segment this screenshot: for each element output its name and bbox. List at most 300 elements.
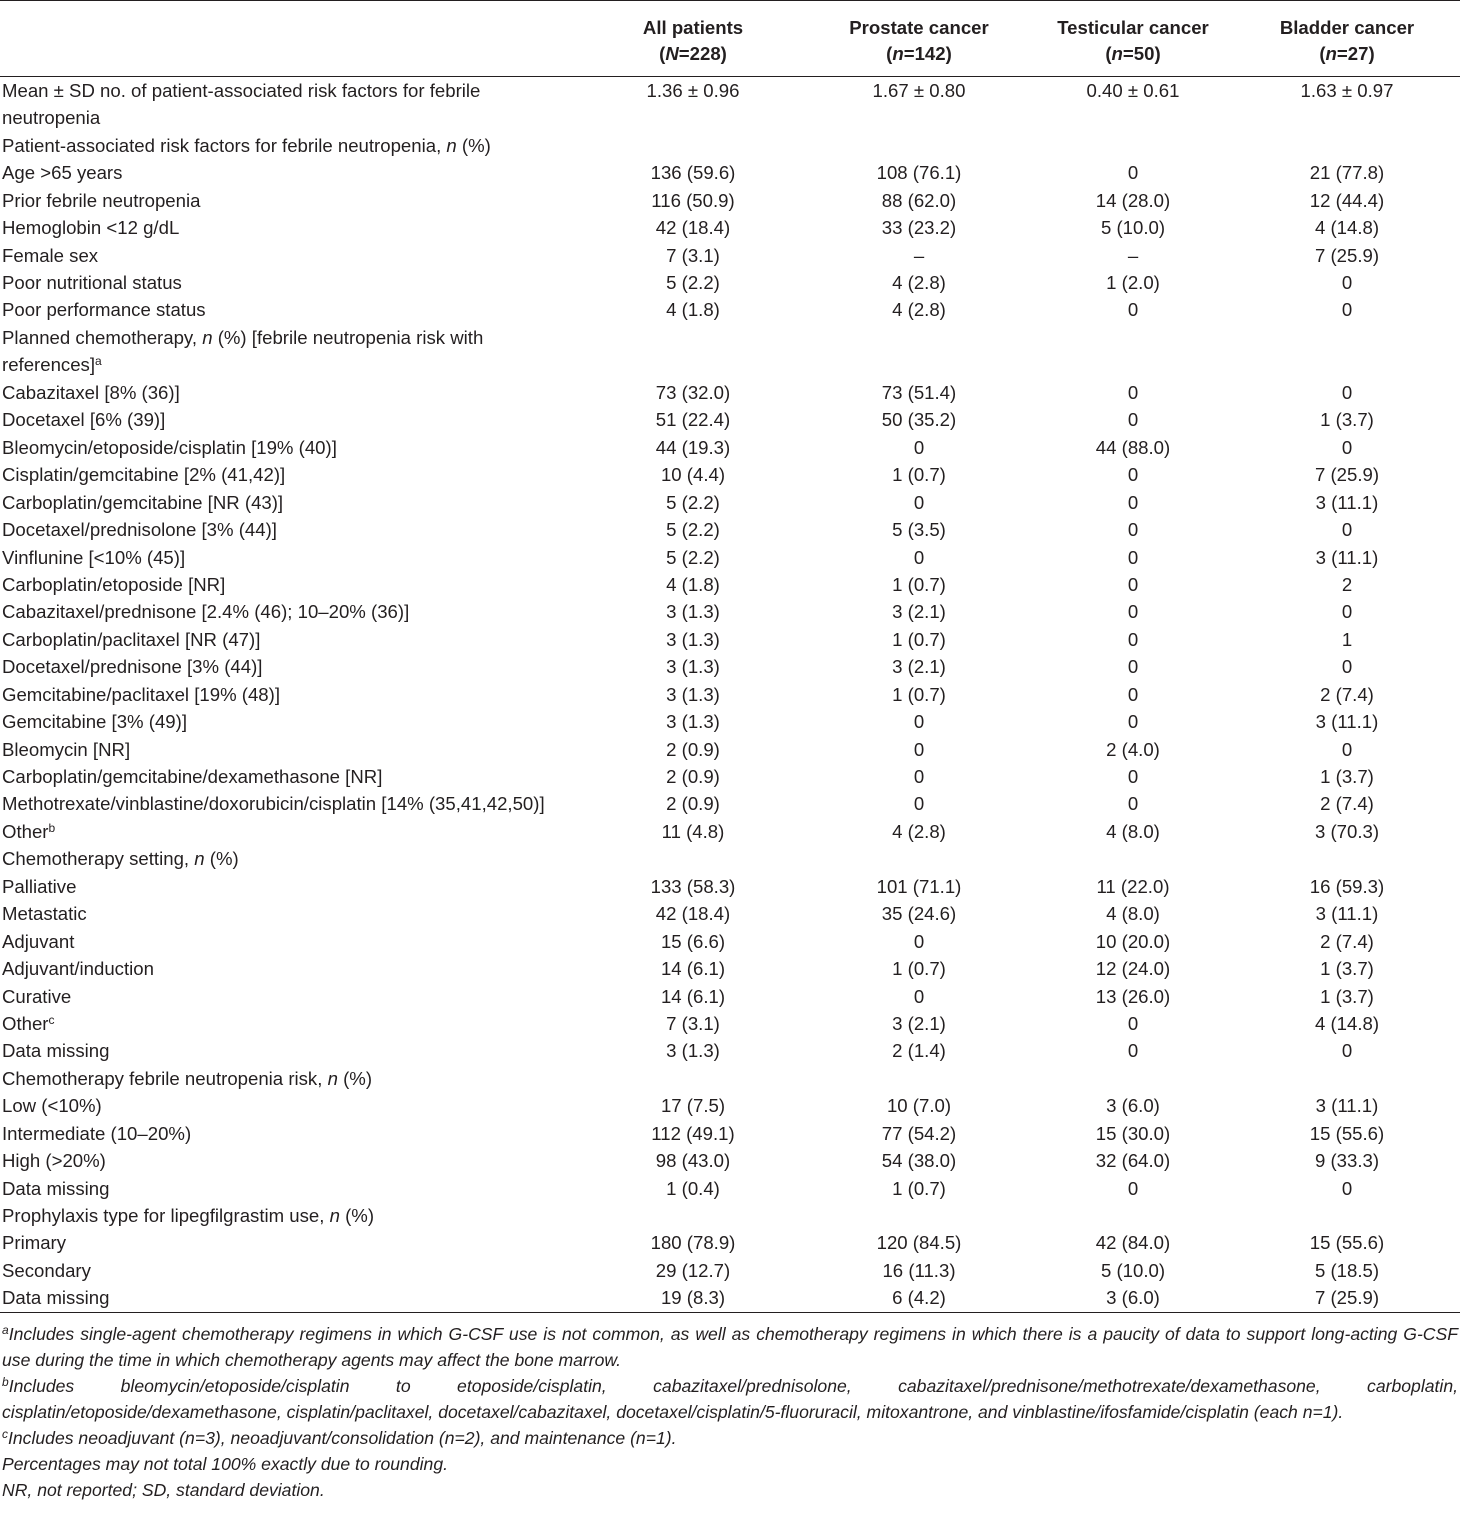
cell-value: 11 (4.8) [661,820,725,842]
cell-value: 3 (11.1) [1315,711,1379,733]
cell-value: 1 (2.0) [1106,272,1160,293]
row-label-text: Adjuvant/induction [2,958,154,980]
cell-value: 3 (1.3) [666,628,720,650]
count-open: ( [1319,43,1326,64]
row-label [0,1120,580,1147]
column-count [1036,41,1230,67]
cell-value: 19 (8.3) [660,1287,726,1309]
row-label-text: Other [2,1012,49,1034]
row-label [0,269,580,296]
footnote-text: Includes neoadjuvant (n=3), neoadjuvant/consolidation (n=2), and maintenance (n=1). [8,1427,677,1448]
row-label [0,1037,580,1064]
row-label [0,763,580,790]
cell-value: 3 (11.1) [1315,1095,1379,1117]
cell-value: 0 [1127,766,1139,787]
row-label-text: Low (<10%) [2,1095,102,1117]
table-row [0,379,1460,406]
count-open: ( [886,43,893,64]
cell-value: 0 [1341,601,1353,623]
column-header [1234,1,1460,77]
cell-value: 1 (3.7) [1320,766,1374,787]
row-label-text: Other [2,820,49,842]
cell-value: 3 (1.3) [666,1040,720,1062]
row-label [0,708,580,735]
cell-value: 1 (3.7) [1320,409,1374,431]
row-label-text: Age >65 years [2,162,123,184]
cell-value: 4 (2.8) [892,272,946,293]
row-label-text: Secondary [2,1259,91,1281]
cell-value [580,1202,806,1229]
cell-value: 0 [1127,683,1139,705]
cell-value [1032,1202,1234,1229]
column-count [810,41,1028,67]
row-label [0,379,580,406]
cell-value: 3 (1.3) [666,656,720,678]
cell-value: 7 (3.1) [666,244,720,266]
cell-value: 3 (1.3) [666,601,720,623]
cell-value: 98 (43.0) [655,1150,731,1172]
cell-value: 2 (4.0) [1106,738,1160,760]
cell-value: 50 (35.2) [881,409,957,431]
cell-value: 15 (55.6) [1309,1122,1385,1144]
cell-value: 1 (0.7) [892,464,946,486]
row-label-text: Hemoglobin <12 g/dL [2,217,180,239]
cell-value: 101 (71.1) [876,875,962,897]
table-row [0,681,1460,708]
row-label [0,406,580,433]
footnote-text: Includes bleomycin/etoposide/cisplatin to etoposide/cisplatin, cabazitaxel/prednisolone, cabazitaxel/prednisone/methotrexate/dexamethasone, carboplatin, cisplatin/etoposide/dexamethasone, cisplatin/paclitaxel, docetaxel/cabazitaxel, docetaxel/cisplatin/5-fluoruracil, mitoxantrone, and vinblastine/ifosfamide/cisplatin (each n=1). [2,1375,1458,1422]
row-label-italic: n [194,848,205,870]
cell-value: 1.67 ± 0.80 [872,80,966,101]
row-label-text: High (>20%) [2,1150,106,1172]
table-row [0,187,1460,214]
cell-value [1234,132,1460,159]
header-row [0,1,1460,77]
cell-value: 2 (0.9) [666,738,720,760]
cell-value: 44 (19.3) [655,436,731,458]
cell-value: 5 (2.2) [666,519,720,541]
row-label [0,928,580,955]
cell-value: 0.40 ± 0.61 [1086,80,1180,101]
cell-value: 120 (84.5) [876,1232,962,1254]
cell-value: 1 (0.4) [666,1177,720,1199]
cell-value: 3 (6.0) [1106,1095,1160,1117]
cell-value: 1 (0.7) [892,683,946,705]
row-label-text: Gemcitabine/paclitaxel [19% (48)] [2,683,281,705]
cell-value: 42 (18.4) [655,217,731,239]
row-label-italic: n [202,326,213,348]
cell-value: 133 (58.3) [650,875,736,897]
cell-value: 0 [1127,656,1139,678]
cell-value: 0 [1341,1040,1353,1062]
cell-value [1234,845,1460,872]
cell-value: 5 (18.5) [1314,1259,1380,1281]
column-title: Prostate cancer [849,17,989,38]
row-label-text: Bleomycin [NR] [2,738,131,760]
cell-value: 0 [913,546,925,568]
cell-value [1234,324,1460,379]
cell-value: 10 (7.0) [886,1095,952,1117]
cell-value: 4 (8.0) [1106,903,1160,925]
cell-value [1032,324,1234,379]
row-label-text: Chemotherapy febrile neutropenia risk, [2,1067,328,1089]
column-title: Testicular cancer [1057,17,1209,38]
row-label [0,516,580,543]
cell-value: 3 (11.1) [1315,546,1379,568]
cell-value: 17 (7.5) [660,1095,726,1117]
row-label-italic: n [329,1205,340,1226]
cell-value: 3 (1.3) [666,683,720,705]
cell-value: 29 (12.7) [655,1259,731,1281]
cell-value: 0 [1341,1177,1353,1199]
footnote-text: Includes single-agent chemotherapy regimens in which G-CSF use is not common, as well as chemotherapy regimens in which there is a paucity of data to support long-acting G-CSF use during the time in which chemotherapy agents may affect the bone marrow. [2,1323,1458,1370]
cell-value: 1.36 ± 0.96 [646,80,740,101]
table-row [0,434,1460,461]
footnote-text: Percentages may not total 100% exactly due to rounding. [2,1453,448,1474]
table-row [0,1037,1460,1064]
row-label [0,626,580,653]
cell-value: 42 (84.0) [1095,1232,1171,1254]
cell-value: 77 (54.2) [881,1122,957,1144]
footnote-marker: a [95,354,102,369]
cell-value: 51 (22.4) [655,409,731,431]
cell-value: – [1127,244,1139,266]
row-label-tail: (%) [456,134,491,156]
cell-value: 7 (25.9) [1314,1287,1380,1309]
table-row [0,1202,1460,1229]
row-label-text: Chemotherapy setting, [2,848,195,870]
cell-value: 4 (2.8) [892,820,946,842]
table-row [0,1284,1460,1312]
row-label-text: Female sex [2,244,99,266]
cell-value: 0 [913,930,925,952]
cell-value [1032,132,1234,159]
footnote-marker: a [2,1322,9,1337]
cell-value: 0 [1127,711,1139,733]
cell-value: 2 (0.9) [666,766,720,787]
cell-value: 12 (24.0) [1095,958,1171,980]
row-label-text: Cabazitaxel/prednisone [2.4% (46); 10–20% (36)] [2,601,410,623]
column-header [580,1,806,77]
row-label-text: Carboplatin/paclitaxel [NR (47)] [2,628,261,650]
cell-value: 73 (51.4) [881,381,957,403]
table-row [0,708,1460,735]
cell-value: 0 [913,738,925,760]
cell-value: 21 (77.8) [1309,162,1385,184]
cell-value: 1 (0.7) [892,573,946,595]
cell-value: 7 (25.9) [1314,464,1380,486]
cell-value [806,324,1032,379]
cell-value: 0 [1341,738,1353,760]
cell-value: 1 (0.7) [892,958,946,980]
row-label-text: Docetaxel/prednisone [3% (44)] [2,656,263,678]
row-label-tail: (%) [337,1067,373,1089]
cell-value: 0 [1341,381,1353,403]
table-row [0,406,1460,433]
cell-value: 0 [1127,1040,1139,1062]
cell-value: 112 (49.1) [651,1122,735,1144]
row-label [0,489,580,516]
cell-value: 5 (10.0) [1100,217,1166,239]
row-label-text: Poor performance status [2,299,206,321]
count-open: ( [659,43,666,64]
table-row [0,1229,1460,1256]
table-row [0,461,1460,488]
cell-value: 4 (8.0) [1106,820,1160,842]
cell-value: 11 (22.0) [1096,875,1170,897]
table-row [0,1147,1460,1174]
cell-value: 2 (7.4) [1320,683,1374,705]
footnote [2,1321,1458,1373]
row-label [0,159,580,186]
table-row [0,653,1460,680]
cell-value [580,845,806,872]
row-label-text: Docetaxel/prednisolone [3% (44)] [2,519,277,541]
table-row [0,242,1460,269]
cell-value: 0 [1127,162,1139,184]
cell-value [580,324,806,379]
cell-value: 5 (10.0) [1100,1259,1166,1281]
row-label-text: Intermediate (10–20%) [2,1122,192,1144]
row-label-text: Docetaxel [6% (39)] [2,409,166,431]
cell-value: 2 (7.4) [1320,793,1374,815]
count-value: =142) [903,43,952,64]
cell-value: 0 [1127,628,1139,650]
cell-value [580,1065,806,1092]
count-symbol: n [892,43,904,64]
cell-value: 4 (1.8) [666,573,720,595]
cell-value: – [913,244,925,266]
cell-value: 0 [913,711,925,733]
cell-value: 13 (26.0) [1095,985,1171,1007]
footnote-marker: c [2,1426,8,1441]
footnote [2,1451,1458,1477]
cell-value: 0 [1127,491,1139,513]
row-label [0,1010,580,1037]
cell-value: 1 (3.7) [1320,985,1374,1007]
row-label-tail: (%) [febrile neutropenia risk with references] [2,326,484,376]
count-symbol: N [665,43,679,64]
cell-value: 14 (6.1) [660,985,726,1007]
cell-value: 15 (6.6) [660,930,726,952]
row-label-text: Methotrexate/vinblastine/doxorubicin/cisplatin [14% (35,41,42,50)] [2,793,545,815]
table-row [0,324,1460,379]
cell-value [806,132,1032,159]
count-symbol: n [1325,43,1337,64]
cell-value: 12 (44.4) [1309,189,1385,211]
row-label-text: Palliative [2,875,77,897]
cell-value: 14 (28.0) [1095,189,1171,211]
row-label [0,1175,580,1202]
table-row [0,928,1460,955]
header-blank [0,1,580,77]
row-label [0,1202,580,1229]
cell-value: 3 (2.1) [892,601,946,623]
cell-value: 5 (3.5) [892,519,946,541]
count-value: =27) [1336,43,1375,64]
row-label-text: Adjuvant [2,930,75,952]
table-row [0,626,1460,653]
table-row [0,132,1460,159]
row-label-text: Patient-associated risk factors for febrile neutropenia, [2,134,447,156]
cell-value: 0 [913,766,925,787]
cell-value: 0 [1341,656,1353,678]
row-label [0,818,580,845]
cell-value: 42 (18.4) [655,903,731,925]
cell-value: 88 (62.0) [881,189,957,211]
footnote [2,1425,1458,1451]
table-row [0,571,1460,598]
cell-value: 16 (59.3) [1309,875,1385,897]
row-label [0,324,580,379]
cell-value: 33 (23.2) [881,217,957,239]
cell-value [1032,845,1234,872]
table-row [0,900,1460,927]
cell-value: 73 (32.0) [655,381,731,403]
row-label [0,598,580,625]
table-row [0,516,1460,543]
row-label-text: Cisplatin/gemcitabine [2% (41,42)] [2,464,286,486]
footnote [2,1477,1458,1503]
cell-value: 10 (4.4) [660,464,726,486]
row-label-text: Data missing [2,1177,110,1199]
cell-value: 0 [1341,436,1353,458]
cell-value: 2 [1341,573,1353,595]
cell-value: 0 [1127,793,1139,815]
cell-value: 10 (20.0) [1095,930,1171,952]
cell-value: 15 (30.0) [1095,1122,1171,1144]
table-row [0,489,1460,516]
cell-value: 0 [1127,299,1139,321]
row-label-text: Carboplatin/gemcitabine [NR (43)] [2,491,284,513]
count-symbol: n [1111,43,1123,64]
cell-value: 44 (88.0) [1095,436,1171,458]
table-row [0,269,1460,296]
table-footnotes [0,1313,1460,1503]
row-label [0,571,580,598]
row-label-text: Data missing [2,1287,110,1309]
table-row [0,1120,1460,1147]
row-label [0,132,580,159]
cell-value: 3 (2.1) [892,656,946,678]
cell-value: 6 (4.2) [892,1287,946,1309]
cell-value: 3 (11.1) [1315,903,1379,925]
row-label-tail: (%) [204,848,239,870]
table-row [0,1065,1460,1092]
row-label-text: Metastatic [2,903,87,925]
table-row [0,845,1460,872]
column-count [1238,41,1456,67]
cell-value: 7 (25.9) [1314,244,1380,266]
cell-value: 136 (59.6) [650,162,736,184]
row-label-text: Cabazitaxel [8% (36)] [2,381,180,403]
table-row [0,983,1460,1010]
cell-value: 5 (2.2) [666,272,720,293]
row-label [0,1065,580,1092]
cell-value: 3 (1.3) [666,711,720,733]
row-label [0,214,580,241]
table-row [0,598,1460,625]
table-row [0,873,1460,900]
row-label [0,900,580,927]
cell-value: 14 (6.1) [660,958,726,980]
column-count [584,41,802,67]
table-row [0,1092,1460,1119]
row-label-italic: n [446,134,457,156]
cell-value [1234,1065,1460,1092]
row-label-text: Planned chemotherapy, [2,326,203,348]
cell-value: 0 [913,491,925,513]
cell-value: 3 (2.1) [892,1012,946,1034]
cell-value: 4 (1.8) [666,299,720,321]
cell-value: 3 (11.1) [1315,491,1379,513]
footnote-marker: b [2,1374,9,1389]
cell-value: 0 [913,793,925,815]
row-label-text: Carboplatin/etoposide [NR] [2,573,226,595]
cell-value: 116 (50.9) [651,189,735,211]
footnote-marker: b [48,820,56,835]
cell-value: 1.63 ± 0.97 [1300,80,1394,101]
row-label [0,1092,580,1119]
row-label-text: Poor nutritional status [2,272,182,293]
cell-value: 3 (70.3) [1314,820,1380,842]
cell-value: 1 (0.7) [892,628,946,650]
count-open: ( [1105,43,1112,64]
cell-value: 0 [1127,601,1139,623]
column-header [806,1,1032,77]
column-title: Bladder cancer [1279,17,1415,38]
footnote-text: NR, not reported; SD, standard deviation. [2,1479,325,1500]
row-label [0,790,580,817]
row-label-text: Mean ± SD no. of patient-associated risk factors for febrile neutropenia [2,80,481,129]
cell-value: 2 (1.4) [892,1040,946,1062]
cell-value: 0 [1127,381,1139,403]
cell-value: 0 [1127,409,1139,431]
row-label [0,461,580,488]
cell-value: 0 [1127,1012,1139,1034]
column-title: All patients [642,17,744,38]
row-label [0,873,580,900]
cell-value [806,1065,1032,1092]
row-label-text: Carboplatin/gemcitabine/dexamethasone [NR] [2,766,383,787]
count-value: =228) [678,43,727,64]
row-label [0,296,580,323]
cell-value: 108 (76.1) [876,162,962,184]
cell-value: 4 (2.8) [892,299,946,321]
table-row [0,214,1460,241]
row-label [0,242,580,269]
row-label [0,1229,580,1256]
cell-value: 9 (33.3) [1314,1150,1380,1172]
row-label [0,845,580,872]
row-label-text: Primary [2,1232,67,1254]
row-label [0,955,580,982]
row-label [0,1284,580,1312]
cell-value: 2 (0.9) [666,793,720,815]
cell-value: 1 (3.7) [1320,958,1374,980]
column-header [1032,1,1234,77]
cell-value: 3 (6.0) [1106,1287,1160,1309]
cell-value: 5 (2.2) [666,491,720,513]
cell-value: 0 [1127,1177,1139,1199]
table-row [0,763,1460,790]
row-label [0,187,580,214]
row-label-text: Gemcitabine [3% (49)] [2,711,187,733]
row-label-text: Vinflunine [<10% (45)] [2,546,186,568]
row-label [0,1257,580,1284]
row-label-text: Bleomycin/etoposide/cisplatin [19% (40)] [2,436,337,458]
cell-value: 0 [1341,299,1353,321]
